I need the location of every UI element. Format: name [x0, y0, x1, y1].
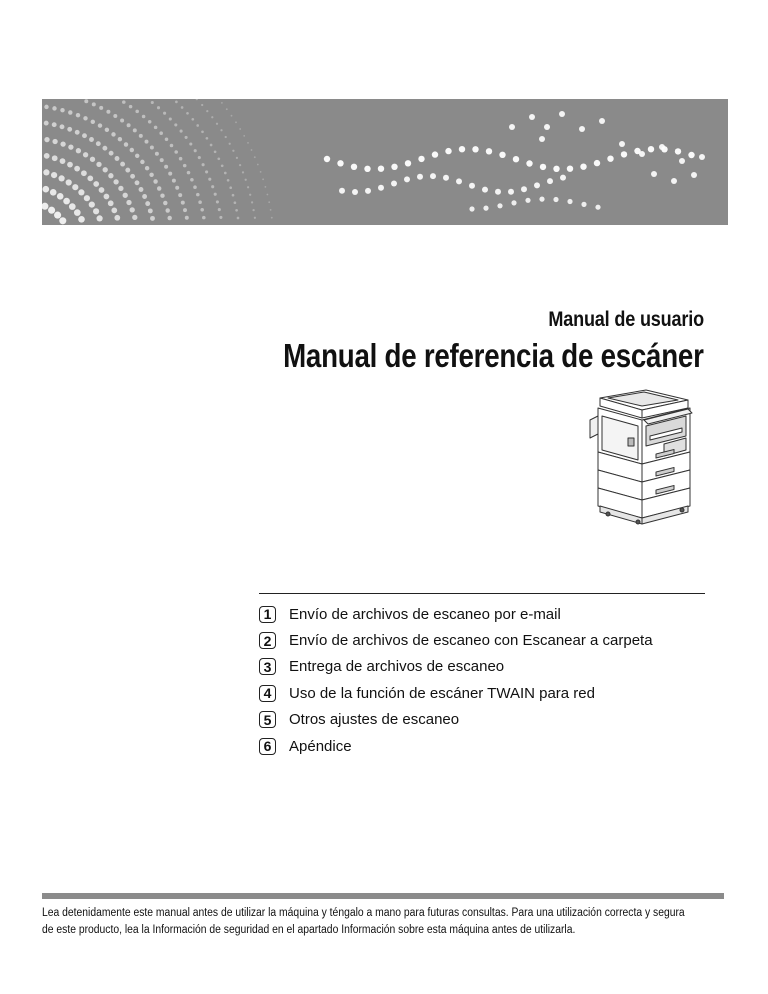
dotted-sunburst-banner-icon: [42, 99, 728, 225]
footer-notice-line: Lea detenidamente este manual antes de utilizar la máquina y téngalo a mano para futuras consultas. Para una utilización correcta y segura: [42, 907, 685, 919]
header-banner: [42, 99, 728, 225]
chapter-item[interactable]: [259, 627, 719, 653]
chapter-item[interactable]: [259, 654, 719, 680]
manual-subtitle: Manual de usuario: [548, 308, 704, 331]
chapter-title: Envío de archivos de escaneo con Escanear a carpeta: [289, 632, 653, 650]
footer-divider-bar: [42, 893, 724, 899]
chapter-number-badge: 1: [259, 606, 276, 623]
footer-notice: [42, 905, 685, 939]
chapter-item[interactable]: [259, 680, 719, 706]
chapter-number-badge: 6: [259, 738, 276, 755]
chapter-list: [259, 601, 719, 759]
chapter-title: Envío de archivos de escaneo por e-mail: [289, 605, 561, 623]
chapter-title: Uso de la función de escáner TWAIN para red: [289, 684, 595, 702]
chapter-item[interactable]: [259, 733, 719, 759]
chapter-item[interactable]: [259, 601, 719, 627]
manual-title: Manual de referencia de escáner: [283, 337, 704, 374]
chapter-number-badge: 5: [259, 711, 276, 728]
chapter-title: Apéndice: [289, 737, 352, 755]
chapter-title: Entrega de archivos de escaneo: [289, 658, 505, 676]
chapter-title: Otros ajustes de escaneo: [289, 711, 460, 729]
chapter-item[interactable]: [259, 707, 719, 733]
copier-scanner-icon: [588, 386, 698, 532]
toc-divider: [259, 593, 705, 594]
chapter-number-badge: 2: [259, 632, 276, 649]
footer-notice-line: de este producto, lea la Información de seguridad en el apartado Información sobre esta máquina antes de utilizarla.: [42, 924, 576, 936]
chapter-number-badge: 3: [259, 658, 276, 675]
chapter-number-badge: 4: [259, 685, 276, 702]
